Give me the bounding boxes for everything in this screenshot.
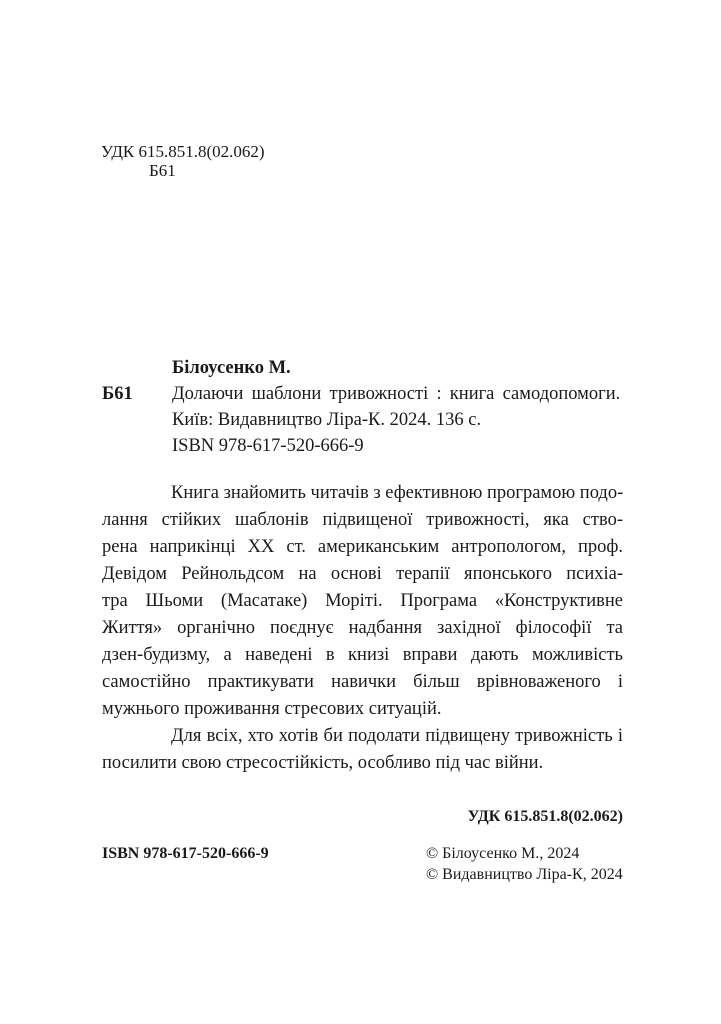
author-name: Білоусенко М. bbox=[172, 358, 291, 378]
annotation-line: Для всіх, хто хотів би подолати підвищену тривожність і bbox=[171, 726, 623, 746]
annotation-text bbox=[102, 480, 623, 777]
copyright-author: © Білоусенко М., 2024 bbox=[426, 845, 580, 862]
annotation-line: самостійно практикувати навички більш врівноваженого і bbox=[102, 672, 623, 692]
annotation-line: посилити свою стресостійкість, особливо під час війни. bbox=[102, 753, 544, 773]
publisher-line: Київ: Видавництво Ліра-К. 2024. 136 с. bbox=[172, 410, 482, 430]
udk-header: УДК 615.851.8(02.062) bbox=[101, 142, 265, 161]
annotation-line: Девідом Рейнольдсом на основі терапії японського психіа- bbox=[102, 564, 623, 584]
book-title-line: Долаючи шаблони тривожності : книга самодопомоги. bbox=[172, 384, 621, 404]
isbn-line: ISBN 978-617-520-666-9 bbox=[172, 436, 364, 456]
copyright-publisher: © Видавництво Ліра-К, 2024 bbox=[426, 866, 623, 883]
annotation-line: Життя» органічно поєднує надбання західної філософії та bbox=[102, 618, 623, 638]
annotation-line: Книга знайомить читачів з ефективною програмою подо- bbox=[171, 483, 624, 503]
udk-footer: УДК 615.851.8(02.062) bbox=[467, 808, 623, 825]
isbn-footer: ISBN 978-617-520-666-9 bbox=[102, 845, 269, 862]
annotation-line: мужнього проживання стресових ситуацій. bbox=[102, 699, 442, 719]
annotation-line: дзен-будизму, а наведені в книзі вправи дають можливість bbox=[102, 645, 623, 665]
annotation-line: лання стійких шаблонів підвищеної тривожності, яка ство- bbox=[102, 510, 623, 530]
author-code: Б61 bbox=[102, 384, 133, 404]
annotation-line: тра Шьоми (Масатаке) Моріті. Програма «Конструктивне bbox=[102, 591, 623, 611]
annotation-line: рена наприкінці XX ст. американським антропологом, проф. bbox=[102, 537, 623, 557]
author-code-header: Б61 bbox=[149, 161, 176, 180]
